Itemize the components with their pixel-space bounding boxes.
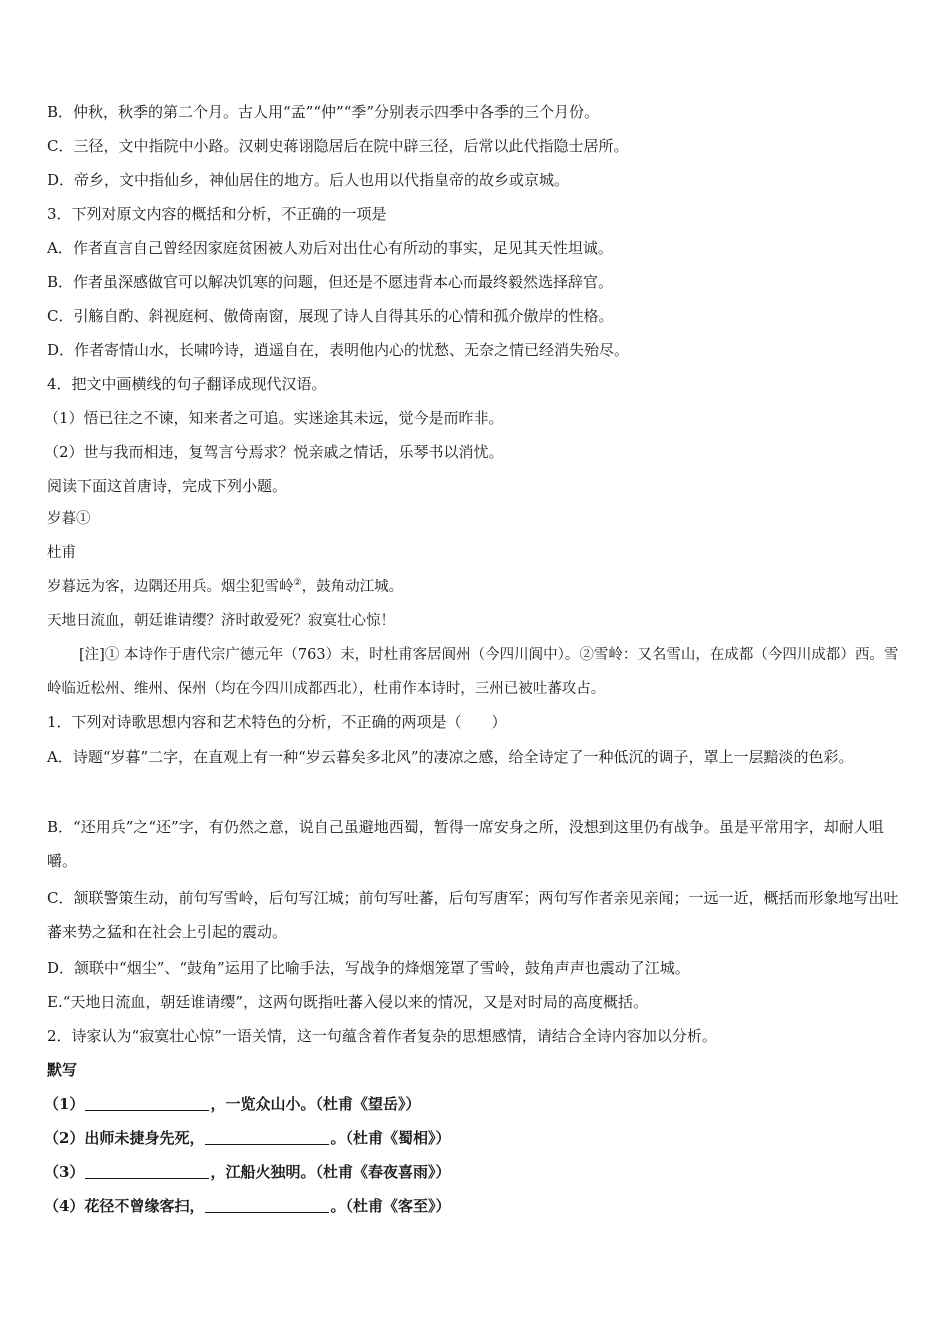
footnote-marker: ② [293,578,302,589]
q1-option-e: E.“天地日流血，朝廷谁请缨”，这两句既指吐蕃入侵以来的情况，又是对时局的高度概括。 [47,993,649,1011]
option-d-line: D．帝乡，文中指仙乡，神仙居住的地方。后人也用以代指皇帝的故乡或京城。 [47,171,570,189]
dictation-item-3 [44,1161,450,1183]
poem-line-1-part-a: 岁暮远为客，边隅还用兵。烟尘犯雪岭 [47,579,294,595]
reading-instruction: 阅读下面这首唐诗，完成下列小题。 [47,477,288,495]
poem-author: 杜甫 [47,545,76,561]
q1-option-b: B．“还用兵”之“还”字，有仍然之意，说自己虽避地西蜀，暂得一席安身之所，没想到这里仍有战争。虽是平常用字，却耐人咀嚼。 [47,818,884,870]
question-2: 2．诗家认为“寂寞壮心惊”一语关情，这一句蕴含着作者复杂的思想感情，请结合全诗内容加以分析。 [47,1027,717,1045]
dictation-item-4-suffix: 。（杜甫《客至》） [330,1197,451,1215]
dictation-item-2-prefix: （2）出师未捷身先死， [44,1129,205,1147]
q1-option-a: A．诗题“岁暮”二字，在直观上有一种“岁云暮矣多北风”的凄凉之感，给全诗定了一种低沉的调子，罩上一层黯淡的色彩。 [47,748,854,766]
dictation-item-1 [44,1093,420,1115]
question-1: 1．下列对诗歌思想内容和艺术特色的分析，不正确的两项是（ ） [47,713,507,731]
option-b-line: B．仲秋，秋季的第二个月。古人用“孟”“仲”“季”分别表示四季中各季的三个月份。 [47,103,600,121]
q3-option-d: D．作者寄情山水，长啸吟诗，逍遥自在，表明他内心的忧愁、无奈之情已经消失殆尽。 [47,341,630,359]
fill-blank-4[interactable] [205,1197,329,1213]
poem-title: 岁暮① [47,511,91,527]
dictation-item-3-suffix: ，江船火独明。（杜甫《春夜喜雨》） [210,1163,451,1181]
question-3: 3．下列对原文内容的概括和分析，不正确的一项是 [47,205,387,223]
q3-option-a: A．作者直言自己曾经因家庭贫困被人劝后对出仕心有所动的事实，足见其天性坦诚。 [47,239,613,257]
poem-note: [注]① 本诗作于唐代宗广德元年（763）末，时杜甫客居阆州（今四川阆中）。②雪岭：又名雪山，在成都（今四川成都）西。雪岭临近松州、维州、保州（均在今四川成都西北），杜甫作本诗时，三州已被吐蕃攻占。 [47,647,899,697]
poem-line-1 [47,576,403,598]
dictation-item-3-prefix: （3） [44,1163,85,1181]
fill-blank-1[interactable] [85,1095,209,1111]
option-c-line: C．三径，文中指院中小路。汉刺史蒋诩隐居后在院中辟三径，后常以此代指隐士居所。 [47,137,629,155]
q4-sentence-2: （2）世与我而相违，复驾言兮焉求？悦亲戚之情话，乐琴书以消忧。 [44,443,504,461]
poem-line-2: 天地日流血，朝廷谁请缨？济时敢爱死？寂寞壮心惊！ [47,613,395,629]
dictation-item-4-prefix: （4）花径不曾缘客扫， [44,1197,205,1215]
dictation-item-2-suffix: 。（杜甫《蜀相》） [330,1129,451,1147]
dictation-heading: 默写 [47,1061,78,1079]
dictation-item-1-suffix: ，一览众山小。（杜甫《望岳》） [210,1095,421,1113]
dictation-item-1-prefix: （1） [44,1095,85,1113]
q3-option-c: C．引觞自酌、斜视庭柯、傲倚南窗，展现了诗人自得其乐的心情和孤介傲岸的性格。 [47,307,614,325]
q4-sentence-1: （1）悟已往之不谏，知来者之可追。实迷途其未远，觉今是而昨非。 [44,409,504,427]
question-4: 4．把文中画横线的句子翻译成现代汉语。 [47,375,327,393]
fill-blank-2[interactable] [205,1129,329,1145]
q1-option-c: C．颔联警策生动，前句写雪岭，后句写江城；前句写吐蕃，后句写唐军；两句写作者亲见亲闻；一远一近，概括而形象地写出吐蕃来势之猛和在社会上引起的震动。 [47,889,899,941]
q1-option-d: D．颔联中“烟尘”、“鼓角”运用了比喻手法，写战争的烽烟笼罩了雪岭，鼓角声声也震动了江城。 [47,959,690,977]
dictation-item-2 [44,1127,450,1149]
dictation-item-4 [44,1195,450,1217]
fill-blank-3[interactable] [85,1163,209,1179]
q3-option-b: B．作者虽深感做官可以解决饥寒的问题，但还是不愿违背本心而最终毅然选择辞官。 [47,273,614,291]
poem-line-1-part-b: ，鼓角动江城。 [301,579,404,595]
